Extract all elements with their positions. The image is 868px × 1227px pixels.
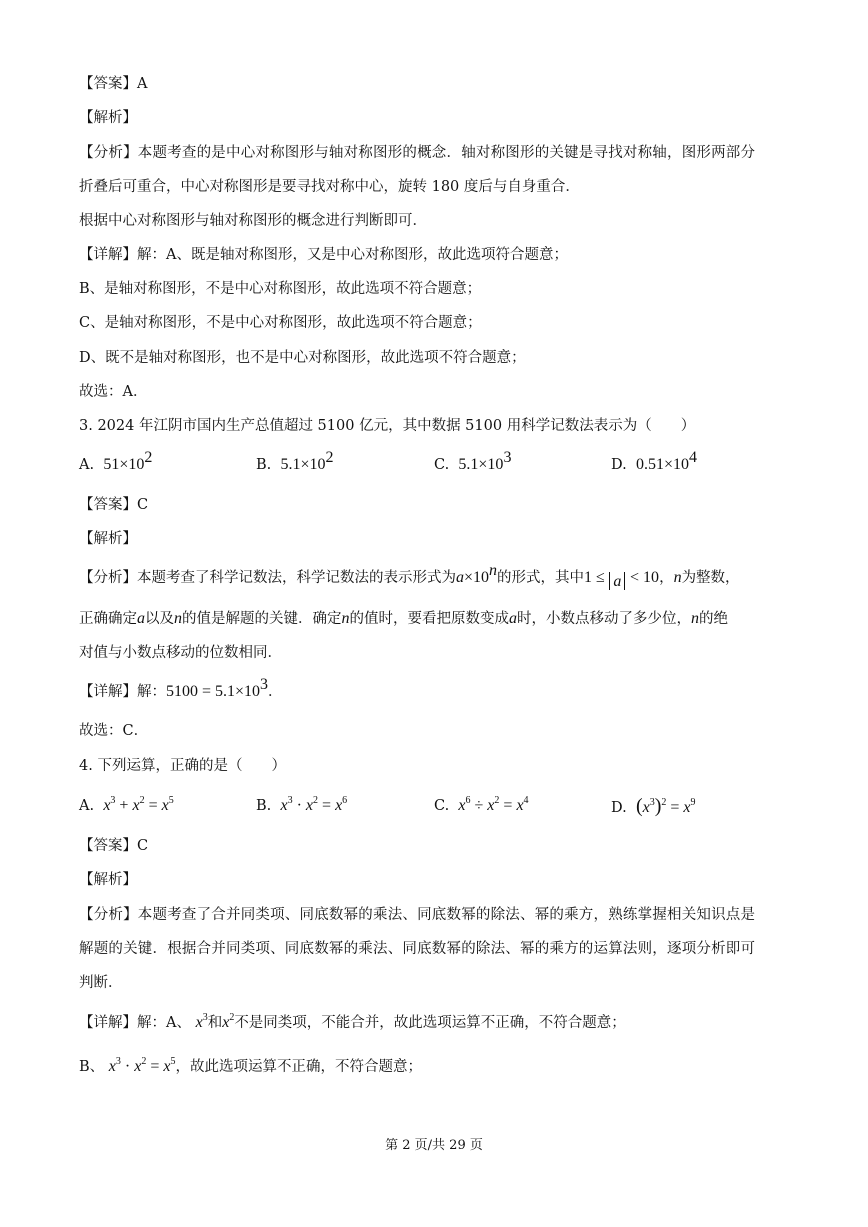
q4-fenxi-line1: 【分析】本题考查了合并同类项、同底数幂的乘法、同底数幂的除法、幂的乘方，熟练掌握相关知识点是	[79, 907, 756, 923]
q3-option-b: B. $5.1\times 10^2$	[256, 449, 334, 473]
q2-fenxi-line1: 【分析】本题考查的是中心对称图形与轴对称图形的概念．轴对称图形的关键是寻找对称轴，图形两部分	[79, 145, 756, 161]
q4-fenxi-line2: 解题的关键．根据合并同类项、同底数幂的乘法、同底数幂的除法、幂的乘方的运算法则，逐项分析即可	[79, 941, 756, 957]
q4-option-b: B. $x^3 \cdot x^2 = x^6$	[256, 795, 348, 814]
q2-xiangjie-line4: D、既不是轴对称图形，也不是中心对称图形，故此选项不符合题意；	[79, 350, 526, 366]
q3-choose: 故选：C．	[79, 723, 149, 739]
q3-option-d: D. $0.51\times 10^4$	[611, 449, 697, 473]
q4-xiangjie-line1: 【详解】解：A、 $x^3$和$x^2$不是同类项，不能合并，故此选项运算不正确，不符合题意；	[79, 1012, 626, 1031]
q3-fenxi-line3: 对值与小数点移动的位数相同．	[79, 645, 282, 661]
page-footer: 第 2 页/共 29 页	[385, 1138, 483, 1153]
q2-choose: 故选：A．	[79, 384, 148, 400]
q2-fenxi-line2: 折叠后可重合，中心对称图形是要寻找对称中心，旋转 180 度后与自身重合．	[79, 179, 580, 195]
q3-answer: 【答案】C	[79, 497, 149, 513]
q3-stem: 3. 2024 年江阴市国内生产总值超过 5100 亿元，其中数据 5100 用科学记数法表示为（ ）	[79, 418, 696, 434]
q4-xiangjie-line2: B、 $x^3 \cdot x^2 = x^5$，故此选项运算不正确，不符合题意；	[79, 1056, 422, 1075]
q2-xiangjie-line1: 【详解】解：A、既是轴对称图形，又是中心对称图形，故此选项符合题意；	[79, 247, 568, 263]
q3-xiangjie: 【详解】解：$5100 = 5.1\times 10^3$．	[79, 676, 283, 700]
q3-fenxi-line2: 正确确定a以及n的值是解题的关键．确定n的值时，要看把原数变成a时，小数点移动了多少位，n的绝	[79, 610, 728, 627]
q4-option-d: D. $(x^3)^2 = x^9$	[611, 795, 696, 817]
q4-stem: 4. 下列运算，正确的是（ ）	[79, 758, 286, 774]
q2-fenxi-line3: 根据中心对称图形与轴对称图形的概念进行判断即可．	[79, 213, 427, 229]
q2-xiangjie-line3: C、是轴对称图形，不是中心对称图形，故此选项不符合题意；	[79, 315, 482, 331]
q4-answer: 【答案】C	[79, 838, 149, 854]
q3-fenxi-line1: 【分析】本题考查了科学记数法，科学记数法的表示形式为$a\times 10^n$的形式，其中1 ≤ a < 10，n为整数，	[79, 562, 740, 590]
q3-option-c: C. $5.1\times 10^3$	[434, 449, 512, 473]
q4-option-a: A. $x^3 + x^2 = x^5$	[79, 795, 174, 814]
q2-analysis-heading: 【解析】	[79, 110, 137, 126]
q2-answer: 【答案】A	[79, 76, 148, 92]
q3-option-a: A. $51\times 10^2$	[79, 449, 153, 473]
q4-analysis-heading: 【解析】	[79, 872, 137, 888]
q2-xiangjie-line2: B、是轴对称图形，不是中心对称图形，故此选项不符合题意；	[79, 281, 482, 297]
q4-option-c: C. $x^6 \div x^2 = x^4$	[434, 795, 529, 814]
q4-fenxi-line3: 判断．	[79, 975, 123, 991]
q3-analysis-heading: 【解析】	[79, 531, 137, 547]
